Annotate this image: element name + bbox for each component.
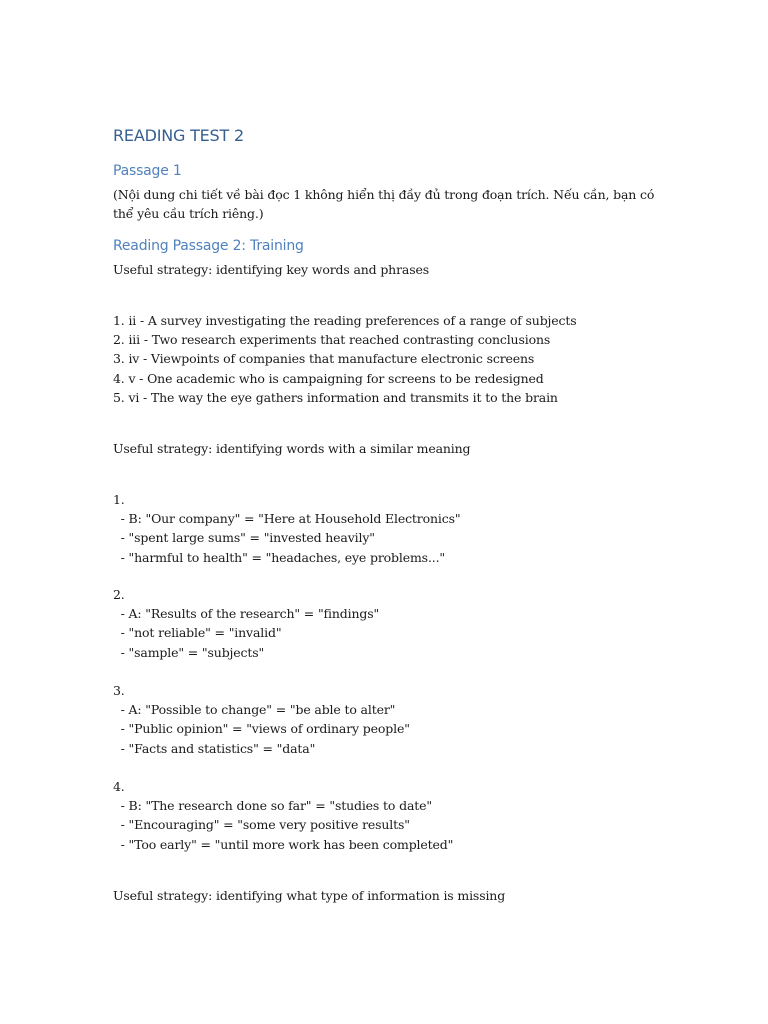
- strategy-similar-meaning: Useful strategy: identifying words with a similar meaning: [113, 441, 471, 456]
- passage-1-note: [113, 185, 654, 223]
- list-item: - "Encouraging" = "some very positive results": [113, 817, 410, 833]
- list-item: - B: "Our company" = "Here at Household Electronics": [113, 511, 461, 527]
- list-item: - A: "Results of the research" = "findings": [113, 606, 380, 622]
- list-item: - B: "The research done so far" = "studies to date": [113, 798, 432, 814]
- synonym-group-2: [113, 585, 379, 662]
- list-item: 3. iv - Viewpoints of companies that manufacture electronic screens: [113, 351, 535, 367]
- passage-1-note-line: thể yêu cầu trích riêng.): [113, 206, 264, 222]
- list-item: 1. ii - A survey investigating the reading preferences of a range of subjects: [113, 313, 577, 328]
- headings-answer-list: [113, 311, 577, 407]
- group-number: 1.: [113, 492, 125, 507]
- list-item: - "Public opinion" = "views of ordinary people": [113, 721, 410, 737]
- passage-2-heading: Reading Passage 2: Training: [113, 238, 304, 254]
- list-item: - "Too early" = "until more work has been completed": [113, 836, 454, 852]
- group-number: 3.: [113, 683, 125, 698]
- list-item: - "Facts and statistics" = "data": [113, 740, 316, 756]
- strategy-key-words: Useful strategy: identifying key words and phrases: [113, 262, 429, 277]
- strategy-missing-information: Useful strategy: identifying what type of information is missing: [113, 888, 506, 903]
- synonym-group-4: [113, 777, 453, 854]
- passage-1-note-line: (Nội dung chi tiết về bài đọc 1 không hiển thị đầy đủ trong đoạn trích. Nếu cần, bạn có: [113, 187, 655, 202]
- list-item: - "sample" = "subjects": [113, 644, 265, 660]
- passage-1-heading: Passage 1: [113, 163, 182, 179]
- group-number: 4.: [113, 779, 125, 794]
- list-item: 5. vi - The way the eye gathers information and transmits it to the brain: [113, 389, 558, 405]
- document-title: READING TEST 2: [113, 126, 244, 145]
- list-item: - "spent large sums" = "invested heavily": [113, 530, 375, 546]
- synonym-group-3: [113, 681, 410, 758]
- list-item: 2. iii - Two research experiments that reached contrasting conclusions: [113, 332, 551, 348]
- list-item: - "not reliable" = "invalid": [113, 625, 282, 641]
- synonym-group-1: [113, 490, 460, 567]
- list-item: - "harmful to health" = "headaches, eye problems...": [113, 549, 446, 565]
- list-item: 4. v - One academic who is campaigning for screens to be redesigned: [113, 370, 544, 386]
- list-item: - A: "Possible to change" = "be able to alter": [113, 702, 396, 718]
- group-number: 2.: [113, 587, 125, 602]
